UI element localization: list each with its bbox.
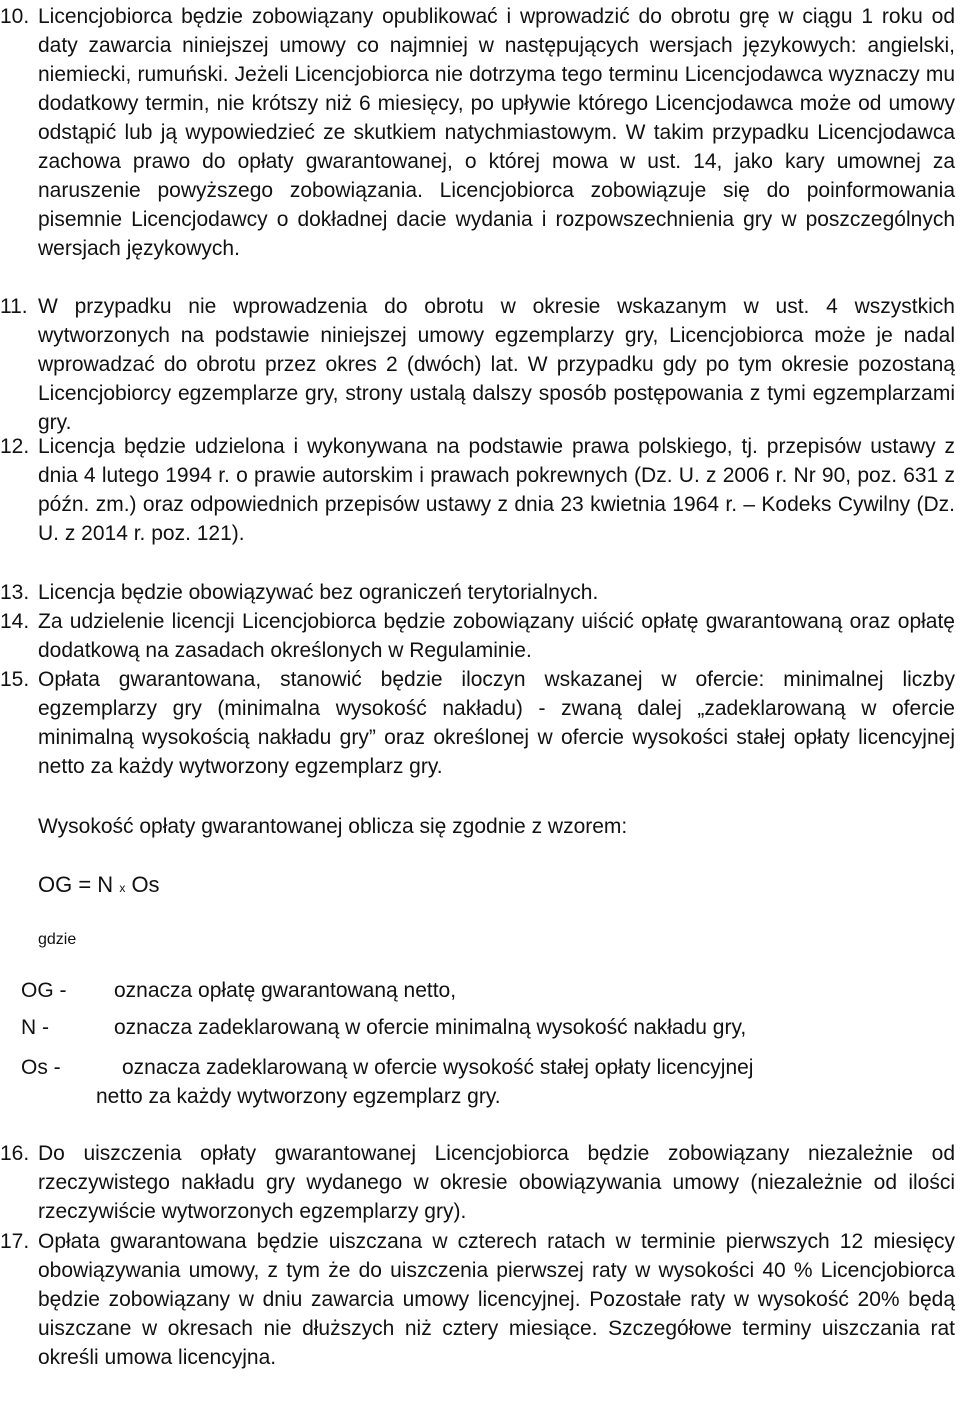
formula-left: OG = N bbox=[38, 872, 114, 897]
paragraph-number: 17. bbox=[0, 1230, 30, 1253]
paragraph-text: Do uiszczenia opłaty gwarantowanej Licencjobiorca będzie zobowiązany niezależnie od rzeczywistego nakładu gry wydanego w okresie obowiązywania umowy (niezależnie od ilości rzeczywiście wytworzonych egzemplarzy gry). bbox=[38, 1142, 955, 1223]
paragraph-text: Licencja będzie udzielona i wykonywana na podstawie prawa polskiego, tj. przepisów ustawy z dnia 4 lutego 1994 r. o prawie autorskim i prawach pokrewnych (Dz. U. z 2006 r. Nr 90, poz. 631 z późn. zm.) oraz odpowiednich przepisów ustawy z dnia 23 kwietnia 1964 r. – Kodeks Cywilny (Dz. U. z 2014 r. poz. 121). bbox=[38, 435, 955, 545]
paragraph-number: 12. bbox=[0, 435, 30, 458]
paragraph-number: 14. bbox=[0, 610, 30, 633]
paragraph-number: 13. bbox=[0, 581, 30, 604]
formula-operator: x bbox=[119, 881, 126, 895]
definition-term: Os - bbox=[21, 1056, 61, 1079]
definition-term: N - bbox=[21, 1016, 49, 1039]
formula-right: Os bbox=[131, 872, 160, 897]
paragraph-number: 16. bbox=[0, 1142, 30, 1165]
paragraph-text: Opłata gwarantowana, stanowić będzie iloczyn wskazanej w ofercie: minimalnej liczby egzemplarzy gry (minimalna wysokość nakładu) - zwaną dalej „zadeklarowaną w ofercie minimalną wysokością nakładu gry” oraz określonej w ofercie wysokości stałej opłaty licencyjnej netto za każdy wytworzony egzemplarz gry. bbox=[38, 668, 955, 778]
paragraph-text: W przypadku nie wprowadzenia do obrotu w okresie wskazanym w ust. 4 wszystkich wytworzonych na podstawie niniejszej umowy egzemplarzy gry, Licencjobiorca może je nadal wprowadzać do obrotu przez okres 2 (dwóch) lat. W przypadku gdy po tym okresie pozostaną Licencjobiorcy egzemplarze gry, strony ustalą dalszy sposób postępowania z tymi egzemplarzami gry. bbox=[38, 295, 955, 434]
definition-desc: oznacza zadeklarowaną w ofercie minimalną wysokość nakładu gry, bbox=[114, 1016, 747, 1039]
definition-desc-continued: netto za każdy wytworzony egzemplarz gry. bbox=[96, 1085, 501, 1108]
definition-term: OG - bbox=[21, 979, 67, 1002]
paragraph-number: 15. bbox=[0, 668, 30, 691]
formula bbox=[38, 870, 160, 903]
paragraph-text: Licencja będzie obowiązywać bez ograniczeń terytorialnych. bbox=[38, 581, 599, 604]
paragraph-number: 11. bbox=[0, 295, 28, 318]
paragraph-text: Za udzielenie licencji Licencjobiorca będzie zobowiązany uiścić opłatę gwarantowaną oraz opłatę dodatkową na zasadach określonych w Regulaminie. bbox=[38, 610, 955, 662]
definition-desc: oznacza opłatę gwarantowaną netto, bbox=[114, 979, 457, 1002]
paragraph-text: Opłata gwarantowana będzie uiszczana w czterech ratach w terminie pierwszych 12 miesięcy obowiązywania umowy, z tym że do uiszczenia pierwszej raty w wysokości 40 % Licencjobiorca będzie zobowiązany w dniu zawarcia umowy licencyjnej. Pozostałe raty w wysokość 20% będą uiszczane w okresach nie dłuższych niż cztery miesiące. Szczegółowe terminy uiszczania rat określi umowa licencyjna. bbox=[38, 1230, 955, 1369]
formula-intro: Wysokość opłaty gwarantowanej oblicza się zgodnie z wzorem: bbox=[38, 815, 628, 838]
gdzie-label: gdzie bbox=[38, 931, 77, 948]
definition-desc: oznacza zadeklarowaną w ofercie wysokość stałej opłaty licencyjnej bbox=[122, 1056, 754, 1079]
paragraph-text: Licencjobiorca będzie zobowiązany opublikować i wprowadzić do obrotu grę w ciągu 1 roku od daty zawarcia niniejszej umowy co najmniej w następujących wersjach językowych: angielski, niemiecki, rumuński. Jeżeli Licencjobiorca nie dotrzyma tego terminu Licencjodawca wyznaczy mu dodatkowy termin, nie krótszy niż 6 miesięcy, po upływie którego Licencjodawca może od umowy odstąpić lub ją wypowiedzieć ze skutkiem natychmiastowym. W takim przypadku Licencjodawca zachowa prawo do opłaty gwarantowanej, o której mowa w ust. 14, jako kary umownej za naruszenie powyższego zobowiązania. Licencjobiorca zobowiązuje się do poinformowania pisemnie Licencjodawcy o dokładnej dacie wydania i rozpowszechnienia gry w poszczególnych wersjach językowych. bbox=[38, 5, 955, 260]
paragraph-number: 10. bbox=[0, 5, 30, 28]
